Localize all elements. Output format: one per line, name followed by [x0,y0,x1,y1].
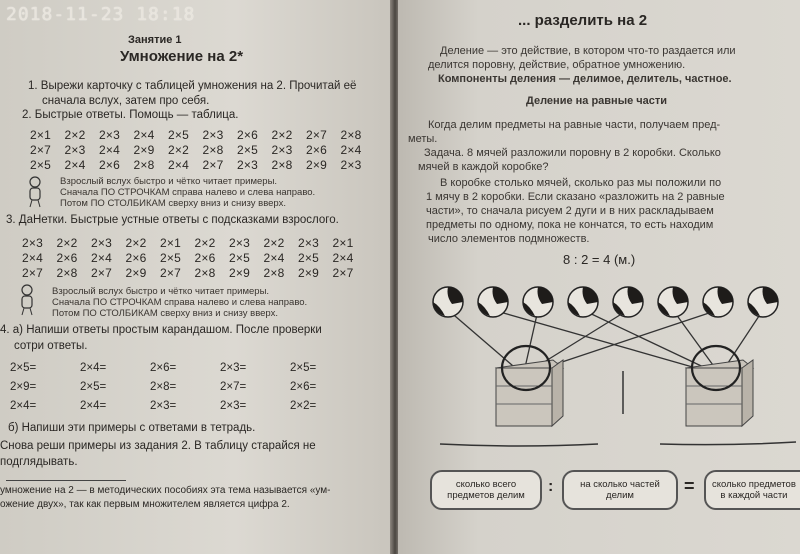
table-cell: 2×3 [64,143,86,157]
table-cell: 2×6 [125,251,147,265]
table-cell: 2×5 [298,251,319,265]
answer-cell: 2×7= [220,381,247,393]
table-cell: 2×3 [99,128,120,142]
table-row [22,236,367,250]
table-cell: 2×3 [229,236,250,250]
table-cell: 2×4 [340,143,362,157]
answer-cell: 2×6= [150,362,177,374]
table-cell: 2×1 [160,236,181,250]
underline-right [660,442,796,445]
table-row [30,143,375,157]
task5-line2: подглядывать. [0,456,78,468]
divisor-box [562,470,678,510]
task4a-line2: сотри ответы. [14,340,88,352]
table-cell: 2×1 [30,128,51,142]
table-cell: 2×7 [91,266,112,280]
table-cell: 2×5 [237,143,258,157]
table-row [22,251,367,265]
table-row [22,266,367,280]
answer-cell: 2×3= [220,362,247,374]
hint-block-1 [60,176,315,209]
hint2-line3: Потом ПО СТОЛБИКАМ сверху вниз и снизу вверх. [52,308,278,319]
table-cell: 2×6 [237,128,258,142]
table-row [30,158,375,172]
task2-heading: 2. Быстрые ответы. Помощь — таблица. [22,109,239,121]
table-cell: 2×9 [298,266,319,280]
hint2-line2: Сначала ПО СТРОЧКАМ справа налево и слева направо. [52,297,308,308]
task1-line1: 1. Вырежи карточку с таблицей умножения на 2. Прочитай её [28,80,357,92]
answer-cell: 2×4= [80,362,107,374]
para2-line3: части», то сначала рисуем 2 дуги и в них раскладываем [426,205,714,217]
division-sign: : [548,478,554,495]
table-cell: 2×5 [160,251,181,265]
quotient-box [704,470,800,510]
dividend-box [430,470,542,510]
answer-cell: 2×2= [290,400,317,412]
ball-icon [703,287,733,317]
table-cell: 2×7 [30,143,51,157]
table-cell: 2×2 [64,128,86,142]
para1-line2: меты. [408,133,438,145]
page-title: Умножение на 2* [120,48,244,65]
ball-icon [523,287,553,317]
task-line1: Задача. 8 мячей разложили поровну в 2 коробки. Сколько [424,147,721,159]
right-title: ... разделить на 2 [518,12,648,29]
table-cell: 2×4 [133,128,155,142]
equation: 8 : 2 = 4 (м.) [563,252,636,267]
date-stamp: 2018-11-23 18:18 [6,4,196,25]
table-cell: 2×9 [125,266,147,280]
table-cell: 2×3 [298,236,319,250]
table-cell: 2×8 [56,266,78,280]
definition-line2: делится поровну, действие, обратное умножению. [428,59,686,71]
table-cell: 2×4 [263,251,285,265]
table-cell: 2×4 [22,251,43,265]
ball-icon [748,287,778,317]
table-cell: 2×6 [194,251,216,265]
table-cell: 2×8 [271,158,293,172]
table-cell: 2×3 [237,158,258,172]
crate-right-icon [686,360,753,426]
answer-cell: 2×6= [290,381,317,393]
ball-icon [433,287,463,317]
ball-row [433,287,778,317]
answer-cell: 2×5= [290,362,317,374]
task3-heading: 3. ДаНетки. Быстрые устные ответы с подсказками взрослого. [6,214,339,226]
table-cell: 2×4 [332,251,354,265]
table-cell: 2×2 [125,236,147,250]
table-cell: 2×9 [133,143,155,157]
hint2-line1: Взрослый вслух быстро и чётко читает примеры. [52,286,270,297]
table-cell: 2×9 [229,266,250,280]
answer-cell: 2×9= [10,381,37,393]
table-cell: 2×4 [168,158,189,172]
table-cell: 2×8 [263,266,285,280]
answer-cell: 2×5= [80,381,107,393]
quotient-line2: в каждой части [720,490,788,501]
footnote-line2: ожение двух», так как первым множителем является цифра 2. [0,499,290,510]
underline-left [440,444,598,446]
table-cell: 2×7 [332,266,354,280]
table-cell: 2×4 [64,158,86,172]
table-cell: 2×3 [202,128,224,142]
balls-boxes-diagram [398,276,800,456]
ball-icon [478,287,508,317]
answer-cell: 2×4= [10,400,37,412]
connector-line [448,310,520,372]
table-cell: 2×2 [56,236,78,250]
divisor-line2: делим [606,490,634,501]
hint1-line2: Сначала ПО СТРОЧКАМ справа налево и слева направо. [60,187,316,198]
table-cell: 2×5 [229,251,250,265]
hint1-line3: Потом ПО СТОЛБИКАМ сверху вниз и снизу вверх. [60,198,286,209]
para1-line1: Когда делим предметы на равные части, получаем пред- [428,119,721,131]
table-cell: 2×4 [99,143,120,157]
equals-sign: = [684,476,695,496]
table-cell: 2×6 [56,251,78,265]
section-subtitle: Деление на равные части [526,95,668,107]
right-page [398,0,800,554]
para2-line1: В коробке столько мячей, сколько раз мы положили по [440,177,722,189]
answer-cell: 2×5= [10,362,37,374]
task1-line2: сначала вслух, затем про себя. [42,95,210,107]
table-cell: 2×2 [263,236,285,250]
answer-cell: 2×3= [150,400,177,412]
table-cell: 2×7 [306,128,327,142]
table-cell: 2×2 [271,128,293,142]
table-cell: 2×3 [340,158,362,172]
hint1-line1: Взрослый вслух быстро и чётко читает примеры. [60,176,278,187]
para2-line2: 1 мячу в 2 коробки. Если сказано «разложить на 2 равные [426,191,725,203]
table-cell: 2×3 [271,143,293,157]
answer-cell: 2×8= [150,381,177,393]
dividend-line2: предметов делим [447,490,525,501]
helper-figure-icon [16,284,38,316]
ball-icon [658,287,688,317]
para2-line5: число элементов подмножеств. [428,233,590,245]
table-cell: 2×6 [99,158,120,172]
table-cell: 2×3 [22,236,43,250]
footnote-line1: умножение на 2 — в методических пособиях эта тема называется «ум- [0,485,331,496]
quotient-line1: сколько предметов [712,479,796,490]
ball-icon [568,287,598,317]
task-line2: мячей в каждой коробке? [418,161,549,173]
definition-line1: Деление — это действие, в котором что-то раздается или [440,45,736,57]
helper-figure-icon [24,176,46,208]
ball-icon [613,287,643,317]
table-cell: 2×7 [160,266,181,280]
table-cell: 2×7 [202,158,224,172]
answer-cell: 2×4= [80,400,107,412]
table-cell: 2×7 [22,266,43,280]
answer-cell: 2×3= [220,400,247,412]
table-cell: 2×8 [133,158,155,172]
task5-line1: Снова реши примеры из задания 2. В таблицу старайся не [0,440,316,452]
table-cell: 2×3 [91,236,112,250]
para2-line4: предметы по одному, пока не кончатся, то есть находим [426,219,714,231]
hint-block-2 [52,286,307,319]
footnote-divider [6,480,126,481]
table-cell: 2×8 [194,266,216,280]
connector-lines [448,310,763,372]
definition-line3: Компоненты деления — делимое, делитель, частное. [438,73,732,85]
table-cell: 2×6 [306,143,327,157]
table-cell: 2×8 [340,128,362,142]
table-cell: 2×5 [168,128,189,142]
table-cell: 2×5 [30,158,51,172]
crate-left-icon [496,360,563,426]
task4b-heading: б) Напиши эти примеры с ответами в тетрадь. [8,422,256,434]
table-cell: 2×2 [194,236,216,250]
table-cell: 2×4 [91,251,112,265]
task4a-line1: 4. а) Напиши ответы простым карандашом. После проверки [0,324,322,336]
table-row [30,128,375,142]
table-cell: 2×9 [306,158,327,172]
dividend-line1: сколько всего [455,479,517,490]
divisor-line1: на сколько частей [580,479,660,490]
table-cell: 2×8 [202,143,224,157]
left-page [0,0,392,554]
table-cell: 2×2 [168,143,189,157]
table-cell: 2×1 [332,236,354,250]
lesson-label: Занятие 1 [128,34,182,46]
